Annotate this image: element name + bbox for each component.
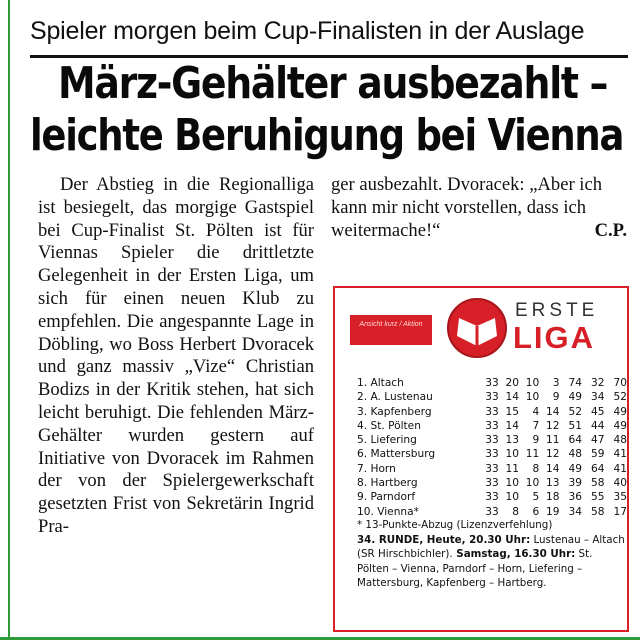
team-cell: 3. Kapfenberg <box>357 405 432 418</box>
promo-badge: Ansicht kurz / Aktion <box>350 315 432 345</box>
games-cell: 33 <box>485 377 499 389</box>
goals-against-cell: 59 <box>591 448 605 461</box>
games-cell: 33 <box>485 462 499 475</box>
points-cell: 52 <box>613 391 627 404</box>
wins-cell: 14 <box>505 419 519 432</box>
points-cell: 48 <box>613 434 627 447</box>
team-cell: 8. Hartberg <box>357 477 418 490</box>
draws-cell: 5 <box>532 491 540 504</box>
kicker-text: Spieler morgen beim Cup-Finalisten in der Auslage <box>30 17 585 45</box>
games-cell: 33 <box>485 505 499 518</box>
table-row <box>357 490 627 504</box>
headline <box>30 58 630 162</box>
points-cell: 41 <box>613 448 627 461</box>
left-border <box>8 0 10 640</box>
draws-cell: 7 <box>532 419 540 432</box>
goals-for-cell: 48 <box>568 448 582 461</box>
schedule-text-2: St. Pölten – Vienna, Parndorf – Horn, Liefering – Mattersburg, Kapfenberg – Hartberg. <box>357 548 593 589</box>
goals-for-cell: 36 <box>568 491 582 504</box>
team-cell: 6. Mattersburg <box>357 448 436 461</box>
points-cell: 49 <box>613 419 627 432</box>
losses-cell: 3 <box>552 377 560 389</box>
games-cell: 33 <box>485 448 499 461</box>
goals-against-cell: 34 <box>591 391 605 404</box>
author-signature: C.P. <box>594 219 627 241</box>
points-cell: 49 <box>613 405 627 418</box>
goals-against-cell: 44 <box>591 419 605 432</box>
team-cell: 7. Horn <box>357 462 396 475</box>
points-cell: 41 <box>613 462 627 475</box>
goals-against-cell: 58 <box>591 505 605 518</box>
wins-cell: 20 <box>505 377 519 389</box>
wins-cell: 10 <box>505 491 519 504</box>
table-row <box>357 376 627 390</box>
logo-liga: LIGA <box>513 320 596 355</box>
draws-cell: 9 <box>532 434 540 447</box>
draws-cell: 6 <box>532 505 540 518</box>
draws-cell: 11 <box>525 448 540 461</box>
wins-cell: 8 <box>512 505 519 518</box>
team-cell: 1. Altach <box>357 377 404 389</box>
round-schedule <box>357 533 625 590</box>
schedule-saturday: Samstag, 16.30 Uhr: <box>452 548 576 561</box>
goals-for-cell: 39 <box>568 477 582 490</box>
article-left-column <box>38 174 314 539</box>
wins-cell: 15 <box>505 405 519 418</box>
games-cell: 33 <box>485 419 499 432</box>
table-row <box>357 447 627 461</box>
points-cell: 35 <box>613 491 627 504</box>
wins-cell: 13 <box>505 434 519 447</box>
draws-cell: 10 <box>525 377 540 389</box>
table-row <box>357 405 627 419</box>
table-row <box>357 433 627 447</box>
team-cell: 4. St. Pölten <box>357 419 421 432</box>
team-cell: 5. Liefering <box>357 434 417 447</box>
losses-cell: 13 <box>546 477 560 490</box>
headline-line-2: leichte Beruhigung bei Vienna <box>30 110 624 161</box>
team-cell: 2. A. Lustenau <box>357 391 433 404</box>
team-cell: 10. Vienna* <box>357 505 419 518</box>
goals-for-cell: 64 <box>568 434 582 447</box>
games-cell: 33 <box>485 477 499 490</box>
erste-liga-box <box>333 286 629 632</box>
goals-against-cell: 32 <box>591 377 605 389</box>
losses-cell: 19 <box>546 505 560 518</box>
points-cell: 40 <box>613 477 627 490</box>
draws-cell: 10 <box>525 477 540 490</box>
draws-cell: 10 <box>525 391 540 404</box>
article-right-text: ger ausbezahlt. Dvoracek: „Aber ich kann mir nicht vorstellen, dass ich weitermache!“ <box>331 174 603 241</box>
wins-cell: 10 <box>505 477 519 490</box>
losses-cell: 14 <box>546 405 560 418</box>
standings-table <box>357 376 627 519</box>
logo-erste: ERSTE <box>515 300 599 321</box>
kicker <box>30 14 628 60</box>
goals-for-cell: 49 <box>568 462 582 475</box>
article-left-text: Der Abstieg in die Regionalliga ist besiegelt, das morgige Gastspiel bei Cup-Finalist St. Pölten ist für Viennas Spieler die drittletzte Gelegenheit in der Ersten Liga, um sich für einen neuen Klub zu empfehlen. Die angespannte Lage in Döbling, wo Boss Herbert Dvoracek und ganz massiv „Vize“ Christian Bodizs in der Kritik stehen, hat sich leicht beruhigt. Die fehlenden März-Gehälter wurden gestern auf Initiative von Dvoracek im Rahmen der von der Spielergewerkschaft gesetzten Frist von Sekretärin Ingrid Pra- <box>38 174 314 537</box>
points-cell: 70 <box>613 377 627 389</box>
headline-line-1: März-Gehälter ausbezahlt – <box>58 58 608 109</box>
losses-cell: 12 <box>546 419 560 432</box>
table-row <box>357 390 627 404</box>
goals-for-cell: 49 <box>568 391 582 404</box>
goals-against-cell: 45 <box>591 405 605 418</box>
schedule-text-1: Lustenau – Altach (SR Hirschbichler). <box>357 534 625 561</box>
losses-cell: 18 <box>546 491 560 504</box>
table-row <box>357 505 627 519</box>
goals-against-cell: 58 <box>591 477 605 490</box>
goals-for-cell: 74 <box>568 377 582 389</box>
wins-cell: 10 <box>505 448 519 461</box>
table-row <box>357 462 627 476</box>
goals-against-cell: 47 <box>591 434 605 447</box>
draws-cell: 8 <box>532 462 540 475</box>
losses-cell: 9 <box>552 391 560 404</box>
goals-for-cell: 52 <box>568 405 582 418</box>
table-row <box>357 419 627 433</box>
losses-cell: 12 <box>546 448 560 461</box>
table-row <box>357 476 627 490</box>
goals-for-cell: 51 <box>568 419 582 432</box>
standings-footnote: * 13-Punkte-Abzug (Lizenzverfehlung) <box>357 519 553 531</box>
losses-cell: 11 <box>546 434 560 447</box>
goals-for-cell: 34 <box>568 505 582 518</box>
wins-cell: 11 <box>505 462 519 475</box>
goals-against-cell: 64 <box>591 462 605 475</box>
games-cell: 33 <box>485 391 499 404</box>
team-cell: 9. Parndorf <box>357 491 416 504</box>
article-right-column <box>331 174 627 242</box>
losses-cell: 14 <box>546 462 560 475</box>
draws-cell: 4 <box>532 405 540 418</box>
wins-cell: 14 <box>505 391 519 404</box>
football-icon <box>445 296 509 360</box>
schedule-heading: 34. RUNDE, Heute, 20.30 Uhr: <box>357 534 531 546</box>
games-cell: 33 <box>485 491 499 504</box>
points-cell: 17 <box>613 505 627 518</box>
goals-against-cell: 55 <box>591 491 605 504</box>
games-cell: 33 <box>485 434 499 447</box>
games-cell: 33 <box>485 405 499 418</box>
